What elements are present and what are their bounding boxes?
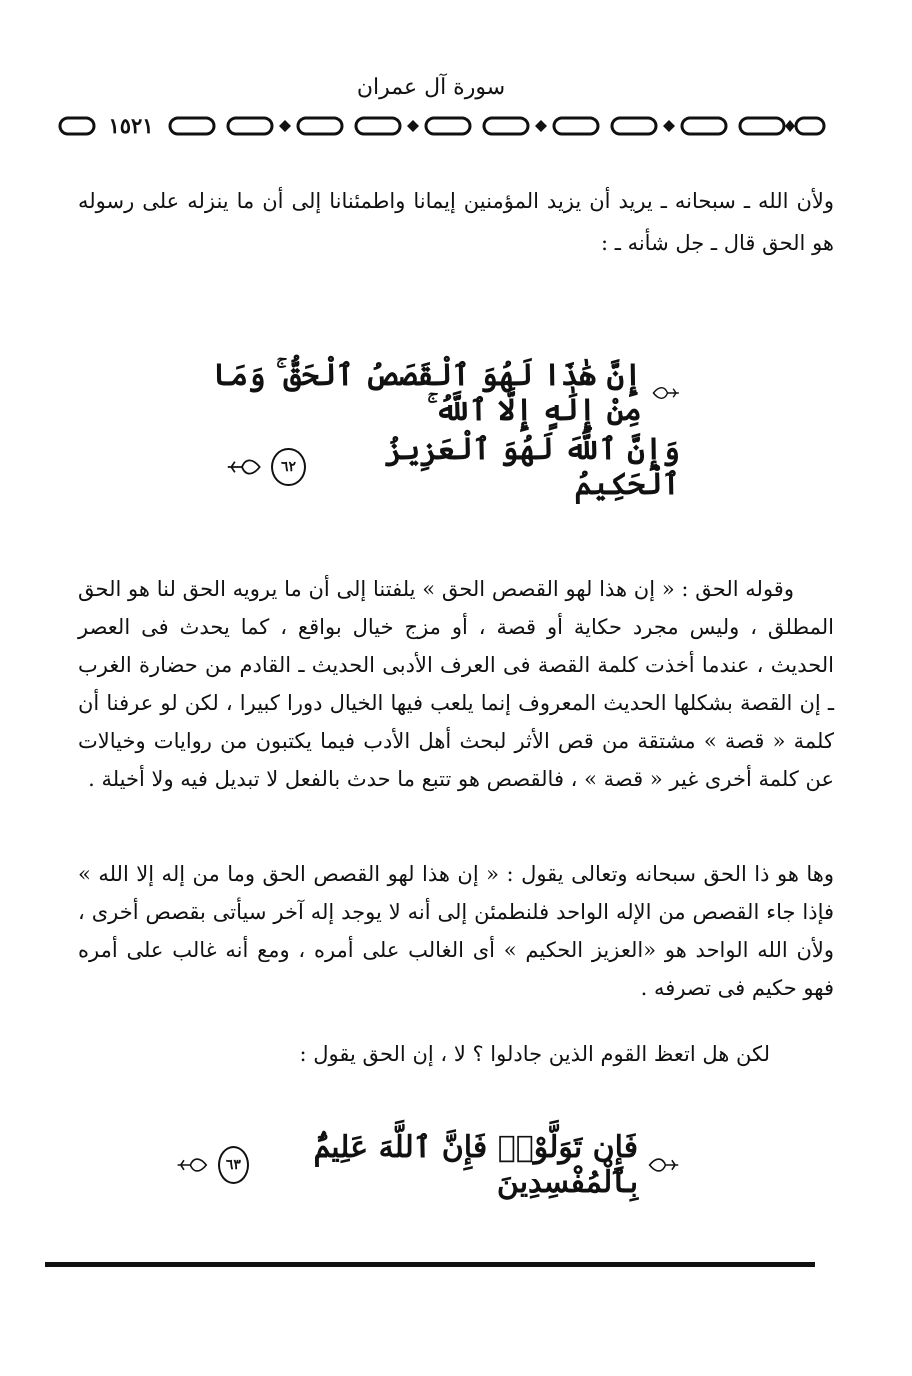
- header-border-ornament: [58, 112, 828, 140]
- verse-62-line-1: [180, 358, 680, 428]
- paragraph-commentary: وها هو ذا الحق سبحانه وتعالى يقول : « إن هذا لهو القصص الحق وما من إله إلا الله » فإذا جاء القصص من الإله الواحد فلنطمئن إلى أنه لا يوجد إله آخر سيأتى بقصص أخرى ، ولأن الله الواحد هو «العزيز الحكيم » أى الغالب على أمره ، ومع أنه غالب على أمره فهو حكيم فى تصرفه .: [78, 862, 834, 1000]
- page-number: ١٥٢١: [96, 112, 166, 140]
- surah-title: سورة آل عمران: [356, 75, 506, 100]
- verse-number-63: ٦٣: [218, 1146, 249, 1184]
- verse-63-line: [176, 1130, 680, 1200]
- paragraph-explanation-text: وقوله الحق : « إن هذا لهو القصص الحق » يلفتنا إلى أن ما يرويه الحق لنا هو الحق المطلق ، وليس مجرد حكاية أو قصة ، أو مزج خيال بواقع ، كما يحدث فى العصر الحديث ، عندما أخذت كلمة القصة فى العرف الأدبى الحديث ـ القادم من حضارة الغرب ـ إن القصة بشكلها الحديث المعروف إنما يلعب فيها الخيال دورا كبيرا ، لكن لو عرفنا أن كلمة « قصة » مشتقة من قص الأثر لبحث أهل الأدب فيما يكتبون من روايات وخيالات عن كلمة أخرى غير « قصة » ، فالقصص هو تتبع ما حدث بالفعل لا تبديل فيه ولا أخيلة .: [78, 577, 834, 791]
- verse-start-ornament-icon: [652, 381, 680, 405]
- verse-62-text-1: إِنَّ هَٰذَا لَهُوَ ٱلْقَصَصُ ٱلْحَقُّ ۚ وَمَا مِنْ إِلَٰهٍ إِلَّا ٱللَّهُ ۚ: [212, 358, 642, 428]
- verse-63-text: فَإِن تَوَلَّوْا۟ فَإِنَّ ٱللَّهَ عَلِيمٌۢ بِٱلْمُفْسِدِينَ: [313, 1130, 639, 1200]
- verse-62-line-2: [226, 432, 680, 502]
- verse-62-text-2: وَإِنَّ ٱللَّهَ لَهُوَ ٱلْعَزِيزُ ٱلْحَكِيمُ: [384, 432, 680, 502]
- verse-number-62: ٦٢: [271, 448, 305, 486]
- footer-rule: [45, 1262, 815, 1267]
- paragraph-question: لكن هل اتعظ القوم الذين جادلوا ؟ لا ، إن الحق يقول :: [299, 1042, 770, 1066]
- verse-start-ornament-icon: [648, 1153, 680, 1177]
- paragraph-explanation: [78, 570, 834, 798]
- verse-end-ornament-icon: [176, 1153, 208, 1177]
- verse-end-ornament-icon: [226, 455, 261, 479]
- paragraph-intro: ولأن الله ـ سبحانه ـ يريد أن يزيد المؤمنين إيمانا واطمئنانا إلى أن ما ينزله على رسوله هو الحق قال ـ جل شأنه ـ :: [78, 189, 834, 255]
